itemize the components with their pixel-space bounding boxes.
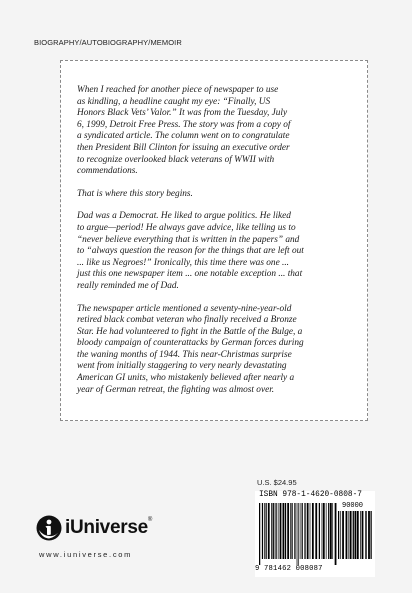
barcode-bar <box>275 503 276 559</box>
back-cover-text-panel <box>60 60 368 421</box>
barcode-bar <box>259 503 260 565</box>
publisher-url: www.iuniverse.com <box>39 550 133 559</box>
barcode-bar <box>342 511 344 559</box>
barcode-bar <box>278 503 279 559</box>
barcode-bar <box>322 503 323 559</box>
paragraph-4: The newspaper article mentioned a seventy-nine-year-old retired black combat veteran who finally received a Bronze Star. He had volunteered to fight in the Battle of the Bulge, a bloody campaign of counterattacks by German forces during the waning months of 1944. This near-Christmas surprise went from initially staggering to very nearly devastating American GI units, who mistakenly believed after nearly a year of German retreat, the fighting was almost over. <box>77 303 304 395</box>
barcode-bar <box>287 503 289 559</box>
barcode-bar <box>330 503 332 559</box>
barcode <box>255 491 375 577</box>
barcode-bar <box>360 511 361 559</box>
barcode-bar <box>290 503 291 559</box>
barcode-bar <box>310 503 311 559</box>
paragraph-3: Dad was a Democrat. He liked to argue politics. He liked to argue—period! He always gave advice, like telling us to “never believe everything that is written in the papers” and to “always question the reason for the things that are left out ... like us Negroes!” Ironically, this time there was one ... just this one newspaper item ... one notable exception ... that really reminded me of Dad. <box>77 211 304 291</box>
barcode-bar <box>262 503 263 559</box>
barcode-digits: 9 781462 008087 <box>255 565 323 573</box>
barcode-bar <box>304 503 305 559</box>
barcode-bar <box>328 503 329 559</box>
barcode-bar <box>371 511 372 559</box>
paragraph-2: That is where this story begins. <box>77 188 193 199</box>
barcode-bar <box>340 511 341 559</box>
barcode-bar <box>346 511 348 559</box>
barcode-bar <box>335 503 337 565</box>
barcode-bar <box>300 503 301 559</box>
paragraph-1: When I reached for another piece of newspaper to use as kindling, a headline caught my eye: “Finally, US Honors Black Vets’ Valor.” It was from the Tuesday, July 6, 1999, Detroit Free Press. The story was from a copy of a syndicated article. The column went on to congratulate then President Bill Clinton for issuing an executive order to recognize overlooked black veterans of WWII with commendations. <box>77 85 291 177</box>
barcode-bar <box>294 503 295 559</box>
barcode-bar <box>297 503 298 565</box>
barcode-bar <box>348 511 349 559</box>
barcode-bar <box>285 503 286 559</box>
publisher-logo <box>36 515 152 541</box>
category-label: BIOGRAPHY/AUTOBIOGRAPHY/MEMOIR <box>34 38 182 47</box>
barcode-bar <box>307 503 309 559</box>
barcode-bar <box>326 503 327 559</box>
barcode-bar <box>355 511 357 559</box>
barcode-bar <box>298 503 299 565</box>
barcode-bar <box>312 503 314 559</box>
barcode-bar <box>268 503 270 559</box>
price-label: U.S. $24.95 <box>257 478 297 487</box>
barcode-bar <box>362 511 364 559</box>
barcode-bar <box>291 503 292 559</box>
barcode-bar <box>332 503 333 559</box>
barcode-bar <box>365 511 366 559</box>
isbn-label: ISBN 978-1-4620-0808-7 <box>259 491 362 499</box>
publisher-mark-icon <box>36 515 62 541</box>
barcode-bar <box>319 503 320 559</box>
barcode-bar <box>350 511 352 559</box>
barcode-bars-addon <box>338 511 372 565</box>
barcode-bar <box>302 503 303 559</box>
barcode-bar <box>366 511 367 559</box>
barcode-bar <box>271 503 272 559</box>
barcode-bars-main <box>259 503 337 565</box>
barcode-bar <box>283 503 285 559</box>
barcode-bar <box>264 503 265 559</box>
barcode-bar <box>368 511 370 559</box>
barcode-bar <box>353 511 354 559</box>
barcode-bar <box>315 503 317 559</box>
barcode-bar <box>357 511 359 559</box>
barcode-bar <box>273 503 274 559</box>
publisher-name: iUniverse® <box>65 517 152 538</box>
barcode-bar <box>338 511 339 559</box>
barcode-addon-digits: 90000 <box>342 502 364 510</box>
barcode-bar <box>266 503 267 559</box>
barcode-bar <box>280 503 282 559</box>
barcode-bar <box>323 503 325 559</box>
